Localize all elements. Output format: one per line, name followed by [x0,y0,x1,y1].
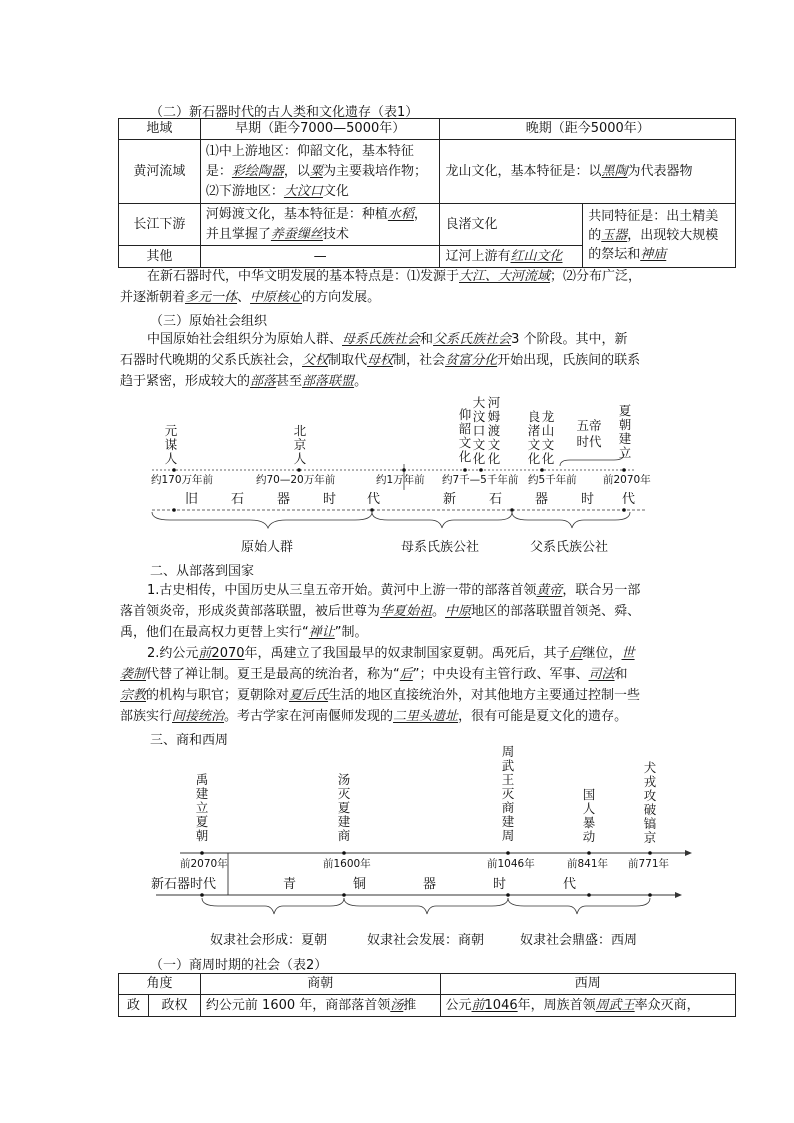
era-char: 铜 [353,877,367,892]
era-char: 代 [367,492,381,507]
timeline-date: 前771年 [628,858,670,870]
era-char: 新 [443,492,457,507]
era-char: 时 [493,877,507,892]
timeline-label: 河姆渡文化 [487,395,501,466]
brace-period [512,512,630,528]
yangtze-late-cell: 良渚文化 [440,204,583,246]
zhou-regime-cell: 公元前1046年，周族首领周武王率众灭商， [440,995,736,1017]
cell-politics: 政 [119,995,149,1017]
region-yangtze: 长江下游 [119,204,201,246]
timeline-date: 前1600年 [323,858,371,870]
timeline-label: 汤灭夏建商 [337,772,351,843]
era-char: 器 [535,492,549,507]
timeline-label: 五帝时代 [576,418,602,449]
header-early: 早期（距今7000—5000年） [200,119,440,140]
timeline-dot [402,468,406,472]
cell-line: ⑴中上游地区：仰韶文化，基本特征 [205,143,414,159]
era-char: 代 [563,877,577,892]
timeline-date: 约170万年前 [151,474,214,486]
timeline-dot [587,851,591,855]
era-char: 时 [323,492,337,507]
timeline-date: 约1万年前 [376,474,425,486]
timeline-date: 约5千年前 [528,474,577,486]
timeline-dot [297,468,301,472]
neolithic-label: 新石器时代 [151,877,217,892]
cell-line: 是：彩绘陶器，以粟为主要栽培作物； [205,163,427,179]
paragraph-line: 禹，他们在最高权力更替上实行“禅让”制。 [120,625,368,640]
paragraph-line: 1.古史相传，中国历史从三皇五帝开始。黄河中上游一带的部落首领黄帝，联合另一部 [147,583,641,598]
yangtze-early-cell: 河姆渡文化，基本特征是：种植水稻， 并且掌握了养蚕缫丝技术 [200,204,440,246]
paragraph-line: 部族实行间接统治。考古学家在河南偃师发现的二里头遗址，很有可能是夏文化的遗存。 [120,709,628,724]
arrow-head [675,892,682,898]
other-early-cell: — [200,246,440,268]
timeline-dot [342,851,346,855]
timeline-dot [370,508,374,512]
era-char: 旧 [185,492,199,507]
timeline-date: 前841年 [567,858,609,870]
brace-period [202,898,344,914]
brace-period [508,898,650,914]
timeline-dot [200,851,204,855]
timeline-label: 仰韶文化 [458,407,472,464]
timeline-label: 大汶口文化 [472,395,486,466]
timeline-dot [540,468,544,472]
timeline-dot [172,468,176,472]
header-zhou: 西周 [440,974,736,995]
timeline-dot [622,508,626,512]
timeline-label: 北京人 [293,423,307,466]
timeline-label: 禹建立夏朝 [195,772,209,843]
period-label: 奴隶社会形成：夏朝 [210,933,328,948]
timeline-dot [506,851,510,855]
timeline-dot [172,508,176,512]
period-label: 母系氏族公社 [401,540,480,555]
era-char: 青 [283,877,297,892]
paragraph-line: 袭制代替了禅让制。夏王是最高的统治者，称为“后”；中央设有主管行政、军事、司法和 [120,667,628,682]
timeline-label: 夏朝建立 [618,403,632,460]
era-char: 石 [489,492,503,507]
timeline-date: 前1046年 [487,858,535,870]
period-label: 父系氏族公社 [530,540,609,555]
timeline-dot [200,893,204,897]
table-row [119,140,736,204]
brace-five-emperors [560,454,624,466]
timeline-date: 约7千—5千年前 [442,474,519,486]
paragraph-line: 并逐渐朝着多元一体、中原核心的方向发展。 [120,290,381,305]
paragraph-line: 2.约公元前2070年，禹建立了我国最早的奴隶制国家夏朝。禹死后，其子启继位，世 [147,646,635,661]
brace-period [372,512,512,528]
timeline-date: 约70—20万年前 [256,474,336,486]
common-features-cell: 共同特征是：出土精美 的玉器，出现较大规模 的祭坛和神庙 [583,204,736,268]
yellow-river-late-cell: 龙山文化，基本特征是：以黑陶为代表器物 [440,140,736,204]
period-label: 奴隶社会鼎盛：西周 [520,933,638,948]
era-char: 代 [622,492,636,507]
paragraph-line: 落首领炎帝，形成炎黄部落联盟，被后世尊为华夏始祖。中原地区的部落联盟首领尧、舜、 [120,604,641,619]
period-label: 奴隶社会发展：商朝 [367,933,485,948]
timeline-bronze-lines [140,840,700,920]
header-late: 晚期（距今5000年） [440,119,736,140]
section-heading-neolithic: （二）新石器时代的古人类和文化遗存（表1） [150,105,419,120]
paragraph-line: 趋于紧密，形成较大的部落甚至部落联盟。 [120,374,368,389]
timeline-dot [510,508,514,512]
shang-regime-cell: 约公元前 1600 年，商部落首领汤推 [200,995,440,1017]
header-shang: 商朝 [200,974,440,995]
section-heading-shang-zhou: 三、商和西周 [150,733,229,748]
era-char: 石 [231,492,245,507]
neolithic-culture-table [118,118,736,268]
timeline-primitive-lines [140,440,660,550]
cell-regime: 政权 [148,995,200,1017]
timeline-label: 龙山文化 [541,409,555,466]
timeline-dot [463,468,467,472]
section-heading-primitive: （三）原始社会组织 [150,314,268,329]
timeline-label: 国人暴动 [582,787,596,844]
timeline-dot [479,468,483,472]
timeline-date: 前2070年 [180,858,228,870]
cell-line: ⑵下游地区：大汶口文化 [205,183,349,199]
table-row [119,995,736,1017]
timeline-dot [648,851,652,855]
timeline-label: 周武王灭商建周 [501,744,515,843]
timeline-dot [648,893,652,897]
table-row [119,204,736,246]
timeline-label: 犬戎攻破镐京 [643,760,657,845]
region-other: 其他 [119,246,201,268]
timeline-label: 良渚文化 [527,409,541,466]
brace-period [344,898,508,914]
header-angle: 角度 [119,974,201,995]
section-heading-table2: （一）商周时期的社会（表2） [150,958,328,973]
region-yellow-river: 黄河流域 [119,140,201,204]
brace-period [152,512,372,528]
shang-zhou-table [118,973,736,1017]
timeline-date: 前2070年 [603,474,651,486]
other-late-cell: 辽河上游有红山文化 [440,246,583,268]
paragraph-line: 中国原始社会组织分为原始人群、母系氏族社会和父系氏族社会3 个阶段。其中，新 [147,332,628,347]
timeline-dot [506,893,510,897]
header-region: 地域 [119,119,201,140]
arrow-head [685,850,692,856]
timeline-dot [622,468,626,472]
timeline-dot [342,893,346,897]
paragraph-line: 石器时代晚期的父系氏族社会，父权制取代母权制，社会贫富分化开始出现，氏族间的联系 [120,353,641,368]
paragraph-line: 在新石器时代，中华文明发展的基本特点是：⑴发源于大江、大河流域；⑵分布广泛， [147,269,642,284]
era-char: 器 [277,492,291,507]
era-char: 器 [423,877,437,892]
paragraph-line: 宗教的机构与职官；夏朝除对夏后氏生活的地区直接统治外，对其他地方主要通过控制一些 [120,688,641,703]
section-heading-tribe-to-state: 二、从部落到国家 [150,564,255,579]
era-char: 时 [581,492,595,507]
period-label: 原始人群 [241,540,294,555]
timeline-dot [587,893,591,897]
yellow-river-early-cell [200,140,440,204]
timeline-label: 元谋人 [164,423,178,466]
